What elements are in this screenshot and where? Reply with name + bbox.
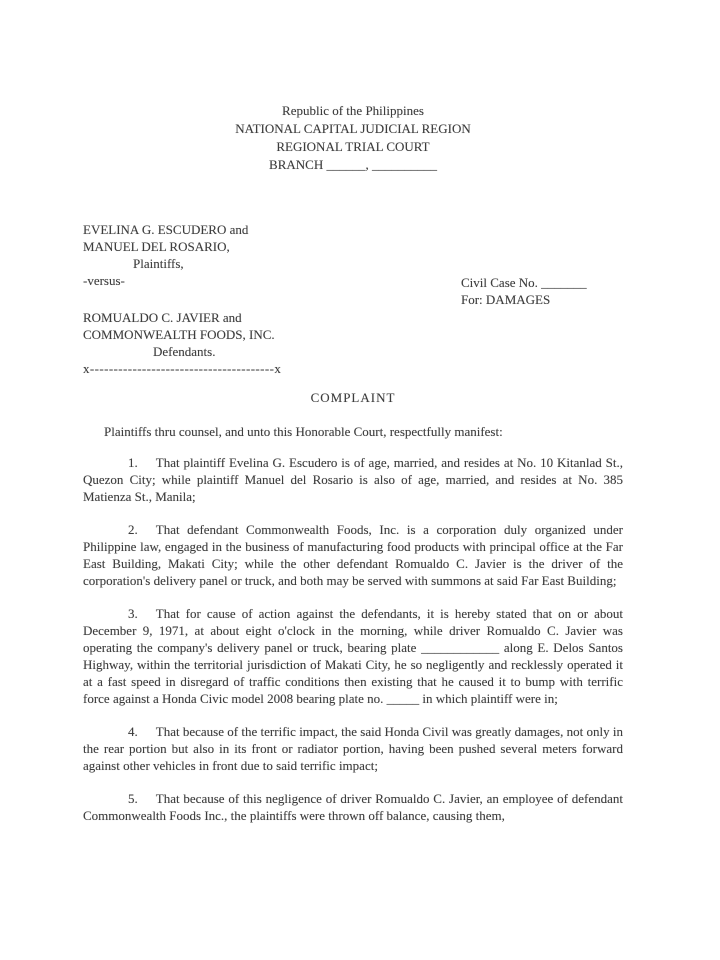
header-region-line: NATIONAL CAPITAL JUDICIAL REGION <box>235 121 471 136</box>
allegation-paragraph-5 <box>83 790 623 824</box>
paragraph-number: 3. <box>128 606 138 621</box>
defendants-block <box>83 309 623 360</box>
paragraph-text: That for cause of action against the defendants, it is hereby stated that on or about December 9, 1971, at about eight o'clock in the morning, while driver Romualdo C. Javier was operating the company's delivery panel or truck, bearing plate ____________ along E. Delos Santos Highway, within the territorial jurisdiction of Makati City, he so negligently and recklessly operated it at a fast speed in disregard of traffic conditions then existing that he caused it to bump with terrific force against a Honda Civic model 2008 bearing plate no. _____ in which plaintiff were in; <box>83 606 623 706</box>
court-header <box>83 102 623 174</box>
paragraph-number: 4. <box>128 724 138 739</box>
header-branch-line: BRANCH ______, __________ <box>269 157 437 172</box>
defendants-role-label: Defendants. <box>153 344 216 359</box>
plaintiffs-role-label: Plaintiffs, <box>133 256 184 271</box>
case-for-label: For: DAMAGES <box>461 292 551 307</box>
intro-paragraph: Plaintiffs thru counsel, and unto this Honorable Court, respectfully manifest: <box>104 424 503 439</box>
allegation-paragraph-2 <box>83 521 623 589</box>
defendant-name-1: ROMUALDO C. JAVIER and <box>83 310 242 325</box>
versus-label: -versus- <box>83 273 125 288</box>
allegation-paragraph-3 <box>83 605 623 707</box>
allegation-paragraph-4 <box>83 723 623 774</box>
case-info <box>461 274 587 308</box>
caption-separator: x---------------------------------------x <box>83 361 282 376</box>
header-republic-line: Republic of the Philippines <box>282 103 424 118</box>
allegation-paragraph-1 <box>83 454 623 505</box>
defendant-name-2: COMMONWEALTH FOODS, INC. <box>83 327 275 342</box>
paragraph-number: 5. <box>128 791 138 806</box>
paragraph-number: 2. <box>128 522 138 537</box>
plaintiff-name-1: EVELINA G. ESCUDERO and <box>83 222 249 237</box>
paragraph-text: That plaintiff Evelina G. Escudero is of age, married, and resides at No. 10 Kitanlad St., Quezon City; while plaintiff Manuel del Rosario is also of age, married, and resides at No. 385 Matienza St., Manila; <box>83 455 623 504</box>
paragraph-text: That because of the terrific impact, the said Honda Civil was greatly damages, not only in the rear portion but also in its front or radiator portion, having been pushed several meters forward against other vehicles in front due to said terrific impact; <box>83 724 623 773</box>
plaintiff-name-2: MANUEL DEL ROSARIO, <box>83 239 230 254</box>
case-caption <box>83 221 623 377</box>
document-title: COMPLAINT <box>310 390 396 405</box>
paragraph-text: That defendant Commonwealth Foods, Inc. is a corporation duly organized under Philippine law, engaged in the business of manufacturing food products with principal office at the Far East Building, Makati City; while the other defendant Romualdo C. Javier is the driver of the corporation's delivery panel or truck, and both may be served with summons at said Far East Building; <box>83 522 623 588</box>
paragraph-number: 1. <box>128 455 138 470</box>
civil-case-number: Civil Case No. _______ <box>461 275 587 290</box>
paragraph-text: That because of this negligence of driver Romualdo C. Javier, an employee of defendant Commonwealth Foods Inc., the plaintiffs were thrown off balance, causing them, <box>83 791 623 823</box>
header-court-line: REGIONAL TRIAL COURT <box>276 139 430 154</box>
